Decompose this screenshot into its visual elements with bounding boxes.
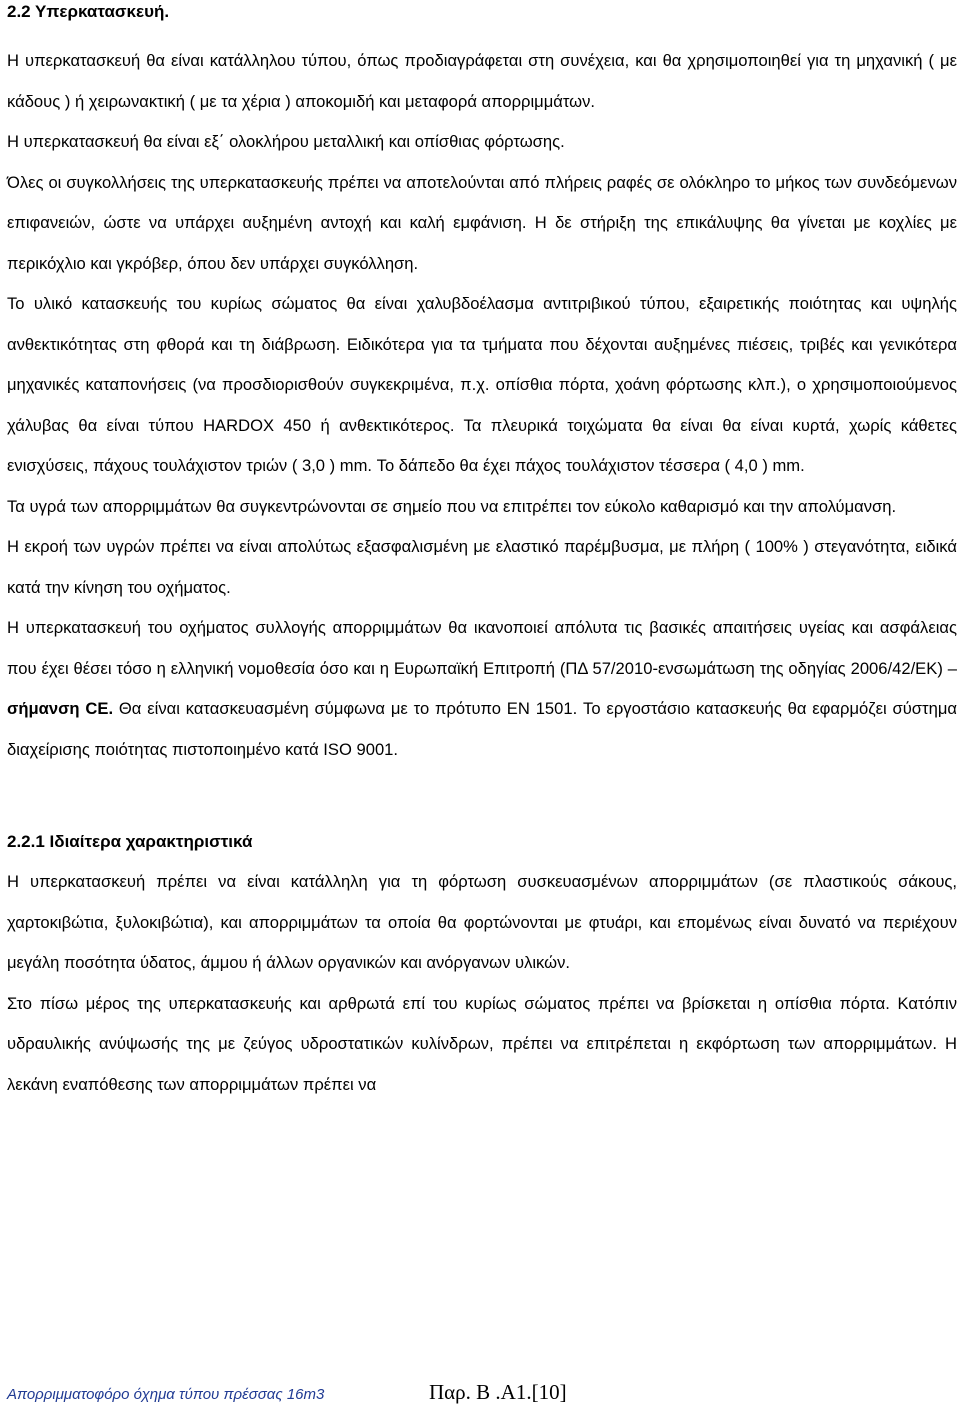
page-footer (7, 1380, 950, 1406)
paragraph-liquid-outflow: Η εκροή των υγρών πρέπει να είναι απολύτως εξασφαλισμένη με ελαστικό παρέμβυσμα, με πλήρη ( 100% ) στεγανότητα, ειδικά κατά την κίνηση του οχήματος. (7, 537, 957, 597)
safety-text-a: Η υπερκατασκευή του οχήματος συλλογής απορριμμάτων θα ικανοποιεί απόλυτα τις βασικές απαιτήσεις υγείας και ασφάλειας που έχει θέσει τόσο η ελληνική νομοθεσία όσο και η Ευρωπαϊκή Επιτροπή (ΠΔ 57/2010-ενσωμάτωση της οδηγίας 2006/42/ΕΚ) – (7, 618, 957, 678)
section-heading: 2.2 Υπερκατασκευή. (7, 2, 170, 21)
footer-document-title: Απορριμματοφόρο όχημα τύπου πρέσσας 16m3 (7, 1386, 325, 1403)
paragraph-body-material: Το υλικό κατασκευής του κυρίως σώματος θα είναι χαλυβδοέλασμα αντιτριβικού τύπου, εξαιρετικής ποιότητας και υψηλής ανθεκτικότητας στη φθορά και τη διάβρωση. Ειδικότερα για τα τμήματα που δέχονται αυξημένες πιέσεις, τριβές και γενικότερα μηχανικές καταπονήσεις (να προσδιορισθούν συγκεκριμένα, π.χ. οπίσθια πόρτα, χοάνη φόρτωσης κλπ.), ο χρησιμοποιούμενος χάλυβας θα είναι τύπου HARDOX 450 ή ανθεκτικότερος. Τα πλευρικά τοιχώματα θα είναι θα είναι κυρτά, χωρίς κάθετες ενισχύσεις, πάχους τουλάχιστον τριών ( 3,0 ) mm. Το δάπεδο θα έχει πάχος τουλάχιστον τέσσερα ( 4,0 ) mm. (7, 294, 957, 475)
paragraph-welding: Όλες οι συγκολλήσεις της υπερκατασκευής πρέπει να αποτελούνται από πλήρεις ραφές σε ολόκληρο το μήκος των συνδεόμενων επιφανειών, ώστε να υπάρχει αυξημένη αντοχή και καλή εμφάνιση. Η δε στήριξη της επικάλυψης θα γίνεται με κοχλίες με περικόχλιο και γκρόβερ, όπου δεν υπάρχει συγκόλληση. (7, 172, 957, 273)
paragraph-superstructure-purpose: Η υπερκατασκευή θα είναι κατάλληλου τύπου, όπως προδιαγράφεται στη συνέχεια, και θα χρησιμοποιηθεί για τη μηχανική ( με κάδους ) ή χειρωνακτική ( με τα χέρια ) αποκομιδή και μεταφορά απορριμμάτων. (7, 51, 957, 111)
safety-text-b: Θα είναι κατασκευασμένη σύμφωνα με το πρότυπο EN 1501. Το εργοστάσιο κατασκευής θα εφαρμόζει σύστημα διαχείρισης ποιότητας πιστοποιημένο κατά ISO 9001. (7, 699, 957, 759)
subsection-heading: 2.2.1 Ιδιαίτερα χαρακτηριστικά (7, 832, 253, 851)
paragraph-rear-door: Στο πίσω μέρος της υπερκατασκευής και αρθρωτά επί του κυρίως σώματος πρέπει να βρίσκεται η οπίσθια πόρτα. Κατόπιν υδραυλικής ανύψωσής της με ζεύγος υδροστατικών κυλίνδρων, πρέπει να επιτρέπεται η εκφόρτωση των απορριμμάτων. Η λεκάνη εναπόθεσης των απορριμμάτων πρέπει να (7, 993, 957, 1094)
paragraph-metallic-rear-loading: Η υπερκατασκευή θα είναι εξ΄ ολοκλήρου μεταλλική και οπίσθιας φόρτωσης. (7, 132, 565, 151)
paragraph-safety-compliance (7, 608, 957, 770)
document-page (7, 0, 957, 1105)
paragraph-loading-suitability: Η υπερκατασκευή πρέπει να είναι κατάλληλη για τη φόρτωση συσκευασμένων απορριμμάτων (σε πλαστικούς σάκους, χαρτοκιβώτια, ξυλοκιβώτια), και απορριμμάτων τα οποία θα φορτώνονται με φτυάρι, και επομένως είναι δυνατό να περιέχουν μεγάλη ποσότητα ύδατος, άμμου ή άλλων οργανικών και ανόργανων υλικών. (7, 872, 957, 972)
paragraph-liquid-collection: Τα υγρά των απορριμμάτων θα συγκεντρώνονται σε σημείο που να επιτρέπει τον εύκολο καθαρισμό και την απολύμανση. (7, 496, 897, 516)
footer-page-reference: Παρ. Β .Α1.[10] (429, 1380, 567, 1404)
ce-marking-text: σήμανση CE. (7, 699, 114, 718)
